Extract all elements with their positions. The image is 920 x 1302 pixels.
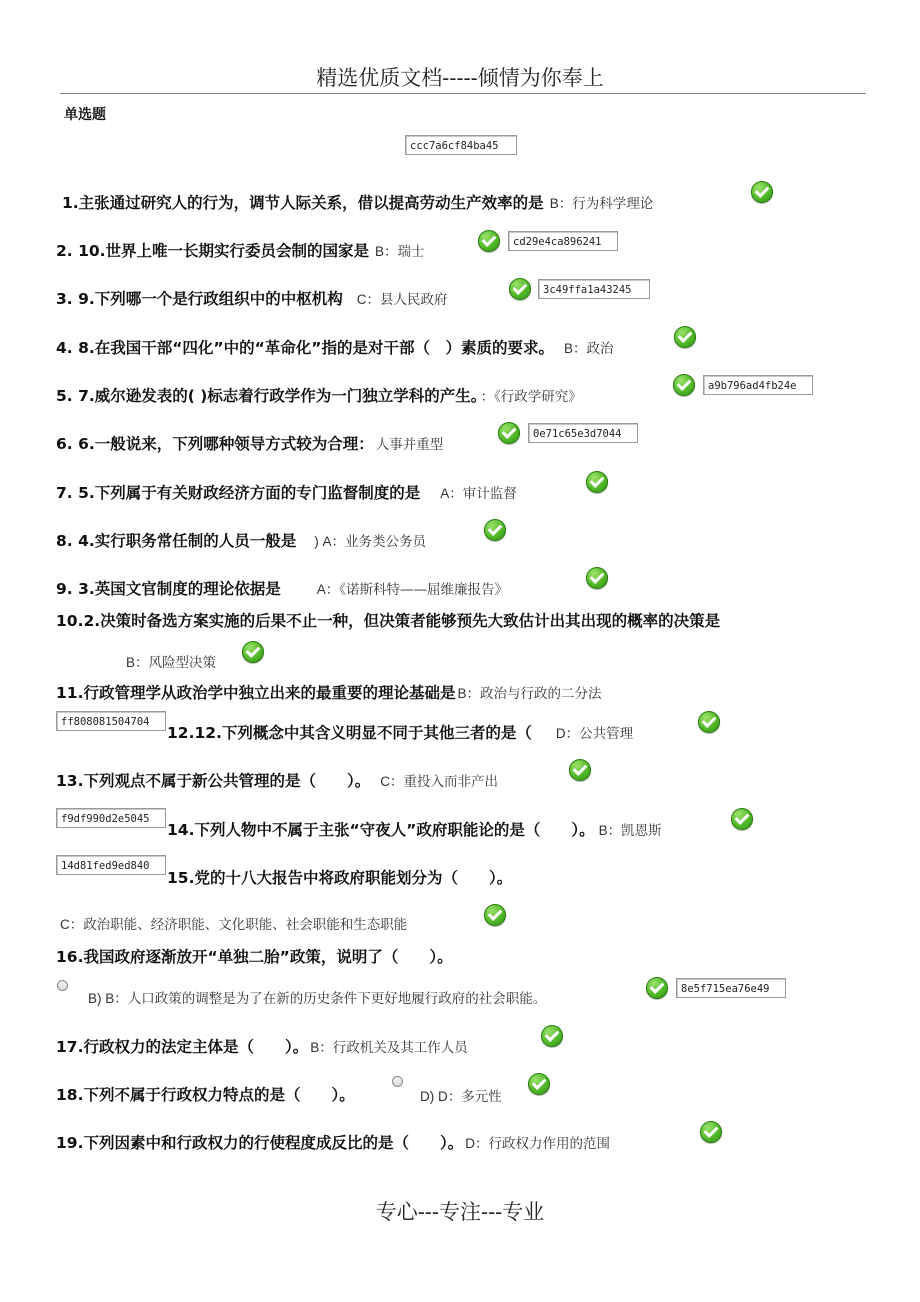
code-box: 0e71c65e3d7044 bbox=[528, 423, 638, 443]
code-box: f9df990d2e5045 bbox=[56, 808, 166, 828]
question-8: 8. 4.实行职务常任制的人员一般是 ) A：业务类公务员 bbox=[56, 532, 427, 550]
question-12: 12.12.下列概念中其含义明显不同于其他三者的是（ D：公共管理 bbox=[167, 724, 634, 742]
check-icon bbox=[586, 471, 608, 493]
answer-16: B) B：人口政策的调整是为了在新的历史条件下更好地履行政府的社会职能。 bbox=[88, 991, 547, 1007]
check-icon bbox=[484, 904, 506, 926]
check-icon bbox=[569, 759, 591, 781]
question-3: 3. 9.下列哪一个是行政组织中的中枢机构 C：县人民政府 bbox=[56, 290, 448, 308]
check-icon bbox=[698, 711, 720, 733]
check-icon bbox=[673, 374, 695, 396]
check-icon bbox=[700, 1121, 722, 1143]
question-2: 2. 10.世界上唯一长期实行委员会制的国家是 B：瑞士 bbox=[56, 242, 425, 260]
question-5: 5. 7.威尔逊发表的( )标志着行政学作为一门独立学科的产生。 ：《行政学研究》 bbox=[56, 387, 582, 405]
question-17: 17.行政权力的法定主体是（ ）。 B：行政机关及其工作人员 bbox=[56, 1038, 468, 1056]
question-7: 7. 5.下列属于有关财政经济方面的专门监督制度的是 A：审计监督 bbox=[56, 484, 517, 502]
check-icon bbox=[478, 230, 500, 252]
question-16: 16.我国政府逐渐放开“单独二胎”政策，说明了（ ）。 bbox=[56, 948, 453, 966]
question-1: 1.主张通过研究人的行为，调节人际关系，借以提高劳动生产效率的是 B：行为科学理论 bbox=[62, 194, 654, 212]
code-box: 14d81fed9ed840 bbox=[56, 855, 166, 875]
question-13: 13.下列观点不属于新公共管理的是（ ）。 C：重投入而非产出 bbox=[56, 772, 498, 790]
check-icon bbox=[674, 326, 696, 348]
code-box: 8e5f715ea76e49 bbox=[676, 978, 786, 998]
question-10: 10.2.决策时备选方案实施的后果不止一种，但决策者能够预先大致估计出其出现的概率的决策是 bbox=[56, 612, 721, 630]
question-19: 19.下列因素中和行政权力的行使程度成反比的是（ ）。 D：行政权力作用的范围 bbox=[56, 1134, 610, 1152]
check-icon bbox=[646, 977, 668, 999]
code-box: ccc7a6cf84ba45 bbox=[405, 135, 517, 155]
question-18: 18.下列不属于行政权力特点的是（ ）。 bbox=[56, 1086, 355, 1104]
page-header: 精选优质文档-----倾情为你奉上 bbox=[316, 66, 604, 90]
code-box: 3c49ffa1a43245 bbox=[538, 279, 650, 299]
check-icon bbox=[528, 1073, 550, 1095]
page-footer: 专心---专注---专业 bbox=[375, 1200, 545, 1224]
check-icon bbox=[242, 641, 264, 663]
question-11: 11.行政管理学从政治学中独立出来的最重要的理论基础是 B：政治与行政的二分法 bbox=[56, 684, 602, 702]
answer-15: C：政治职能、经济职能、文化职能、社会职能和生态职能 bbox=[60, 917, 408, 933]
check-icon bbox=[498, 422, 520, 444]
check-icon bbox=[541, 1025, 563, 1047]
question-14: 14.下列人物中不属于主张“守夜人”政府职能论的是（ ）。 B：凯恩斯 bbox=[167, 821, 662, 839]
question-9: 9. 3.英国文官制度的理论依据是 A：《诺斯科特——屈维廉报告》 bbox=[56, 580, 509, 598]
code-box: a9b796ad4fb24e bbox=[703, 375, 813, 395]
question-15: 15.党的十八大报告中将政府职能划分为（ ）。 bbox=[167, 869, 513, 887]
radio-button[interactable] bbox=[392, 1076, 403, 1087]
check-icon bbox=[751, 181, 773, 203]
check-icon bbox=[484, 519, 506, 541]
header-rule bbox=[60, 93, 866, 94]
answer-10: B：风险型决策 bbox=[126, 655, 217, 671]
question-6: 6. 6.一般说来，下列哪种领导方式较为合理： 人事并重型 bbox=[56, 435, 444, 453]
question-4: 4. 8.在我国干部“四化”中的“革命化”指的是对干部（ ）素质的要求。 B：政治 bbox=[56, 339, 614, 357]
code-box: ff808081504704 bbox=[56, 711, 166, 731]
radio-button[interactable] bbox=[57, 980, 68, 991]
code-box: cd29e4ca896241 bbox=[508, 231, 618, 251]
check-icon bbox=[509, 278, 531, 300]
answer-18: D) D：多元性 bbox=[420, 1089, 502, 1105]
check-icon bbox=[586, 567, 608, 589]
section-title: 单选题 bbox=[64, 107, 106, 123]
check-icon bbox=[731, 808, 753, 830]
